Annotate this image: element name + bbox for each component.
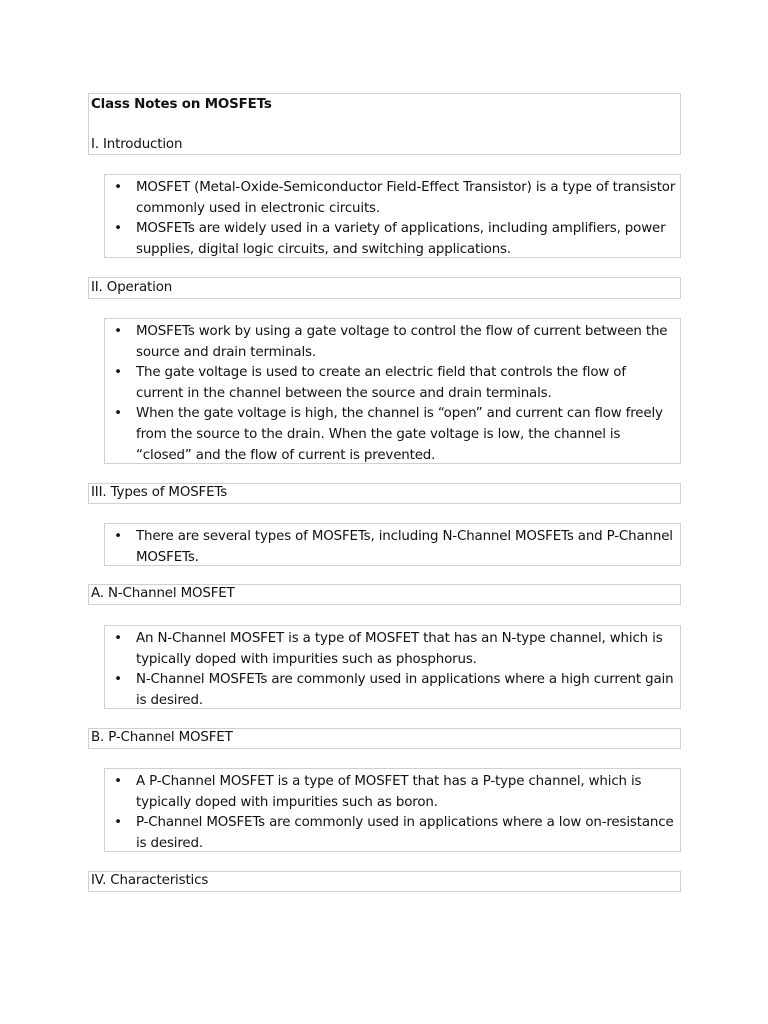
- list-item: [113, 772, 676, 813]
- bullet-list: [113, 527, 676, 568]
- section-heading-n-channel: A. N-Channel MOSFET: [91, 586, 235, 601]
- bullet-list: [113, 322, 676, 466]
- types-heading-block: [88, 483, 681, 504]
- types-list: [104, 523, 681, 566]
- list-item: [113, 404, 676, 466]
- bullet-icon: •: [114, 815, 122, 831]
- list-item-text: A P-Channel MOSFET is a type of MOSFET that has a P-type channel, which is typically doped with impurities such as boron.: [136, 774, 642, 810]
- bullet-list: [113, 629, 676, 711]
- document-title: Class Notes on MOSFETs: [91, 97, 272, 112]
- list-item-text: There are several types of MOSFETs, including N-Channel MOSFETs and P-Channel MOSFETs.: [136, 529, 673, 565]
- bullet-icon: •: [114, 529, 122, 544]
- title-block: [88, 93, 681, 155]
- bullet-icon: •: [114, 180, 122, 195]
- nchannel-heading-block: [88, 584, 681, 605]
- list-item-text: When the gate voltage is high, the channel is “open” and current can flow freely from the source to the drain. When the gate voltage is low, the channel is “closed” and the flow of current is prevented.: [136, 406, 663, 463]
- bullet-icon: •: [114, 324, 122, 339]
- bullet-list: [113, 772, 676, 854]
- list-item: [113, 178, 676, 219]
- section-heading-operation: II. Operation: [91, 280, 173, 295]
- list-item-text: MOSFETs are widely used in a variety of applications, including amplifiers, power supplies, digital logic circuits, and switching applications.: [136, 221, 666, 257]
- list-item: [113, 629, 676, 670]
- list-item: [113, 670, 676, 711]
- bullet-icon: •: [114, 774, 122, 789]
- list-item-text: N-Channel MOSFETs are commonly used in applications where a high current gain is desired.: [136, 672, 674, 708]
- bullet-icon: •: [114, 406, 122, 422]
- pchannel-heading-block: [88, 728, 681, 749]
- bullet-icon: •: [114, 631, 122, 646]
- nchannel-list: [104, 625, 681, 709]
- list-item: [113, 363, 676, 404]
- list-item: [113, 322, 676, 363]
- bullet-icon: •: [114, 365, 122, 381]
- list-item: [113, 527, 676, 568]
- introduction-list: [104, 174, 681, 258]
- characteristics-heading-block: [88, 871, 681, 892]
- section-heading-characteristics: IV. Characteristics: [91, 873, 209, 888]
- bullet-list: [113, 178, 676, 260]
- operation-list: [104, 318, 681, 464]
- list-item-text: MOSFETs work by using a gate voltage to control the flow of current between the source and drain terminals.: [136, 324, 668, 360]
- list-item-text: P-Channel MOSFETs are commonly used in applications where a low on-resistance is desired.: [136, 815, 674, 851]
- section-heading-introduction: I. Introduction: [91, 137, 183, 152]
- operation-heading-block: [88, 277, 681, 299]
- section-heading-types: III. Types of MOSFETs: [91, 485, 228, 500]
- pchannel-list: [104, 768, 681, 852]
- list-item: [113, 813, 676, 854]
- bullet-icon: •: [114, 672, 122, 688]
- section-heading-p-channel: B. P-Channel MOSFET: [91, 730, 233, 745]
- list-item-text: MOSFET (Metal-Oxide-Semiconductor Field-Effect Transistor) is a type of transistor commonly used in electronic circuits.: [136, 180, 676, 216]
- list-item-text: The gate voltage is used to create an electric field that controls the flow of current in the channel between the source and drain terminals.: [136, 365, 626, 401]
- bullet-icon: •: [114, 221, 122, 236]
- list-item-text: An N-Channel MOSFET is a type of MOSFET that has an N-type channel, which is typically doped with impurities such as phosphorus.: [136, 631, 663, 667]
- list-item: [113, 219, 676, 260]
